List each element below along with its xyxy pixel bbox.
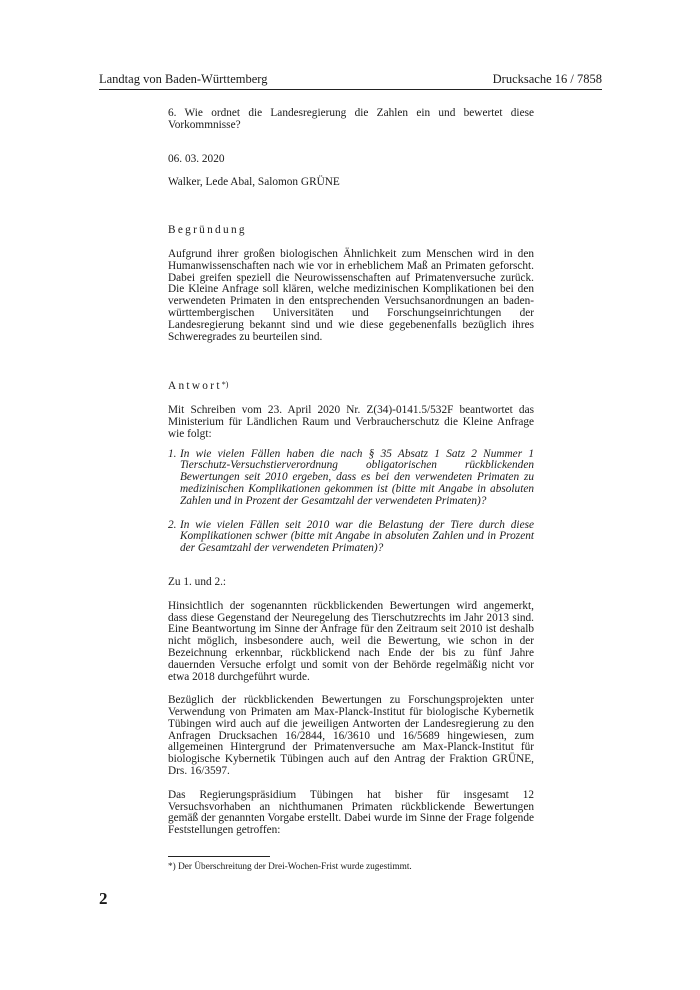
- begruendung-heading: Begründung: [168, 224, 247, 237]
- document-body: [168, 108, 534, 837]
- answer-label: Zu 1. und 2.:: [168, 575, 227, 588]
- question-text: In wie vielen Fällen seit 2010 war die Belastung der Tiere durch diese Komplikationen schwer (bitte mit Angabe in absoluten Zahlen und in Prozent der Gesamtzahl der verwendeten Primaten)?: [180, 518, 534, 555]
- running-header: [99, 72, 602, 90]
- footnote-divider: [168, 856, 270, 857]
- page-number: 2: [99, 889, 108, 908]
- antwort-intro: Mit Schreiben vom 23. April 2020 Nr. Z(34)-0141.5/532F beantwortet das Ministerium für Ländlichen Raum und Verbraucherschutz die Kleine Anfrage wie folgt:: [168, 404, 534, 440]
- question-item: [168, 520, 534, 555]
- question-6: 6. Wie ordnet die Landesregierung die Zahlen ein und bewertet diese Vorkommnisse?: [168, 107, 534, 131]
- question-text: In wie vielen Fällen haben die nach § 35 Absatz 1 Satz 2 Nummer 1 Tierschutz-Versuchstierverordnung obligatorischen rückblickenden Bewertungen seit 2010 ergeben, dass es bei den verwendeten Primaten zu medizinischen Komplikationen gekommen ist (bitte mit Angabe in absoluten Zahlen und in Prozent der Gesamtzahl der verwendeten Primaten)?: [180, 447, 534, 507]
- antwort-heading: Antwort*): [168, 380, 229, 393]
- footnote: *) Der Überschreitung der Drei-Wochen-Frist wurde zugestimmt.: [168, 862, 412, 872]
- authors: Walker, Lede Abal, Salomon GRÜNE: [168, 176, 340, 189]
- answer-paragraph: Das Regierungspräsidium Tübingen hat bisher für insgesamt 12 Versuchsvorhaben an nichthumanen Primaten rückblickende Bewertungen gemäß der genannten Vorgabe erstellt. Dabei wurde im Sinne der Frage folgende Feststellungen getroffen:: [168, 788, 534, 837]
- question-number: 2.: [168, 518, 177, 531]
- date: 06. 03. 2020: [168, 152, 225, 165]
- question-item: [168, 449, 534, 508]
- header-document-number: Drucksache 16 / 7858: [492, 72, 602, 86]
- answer-paragraph: Bezüglich der rückblickenden Bewertungen zu Forschungsprojekten unter Verwendung von Primaten am Max-Planck-Institut für biologische Kybernetik Tübingen wird auch auf die jeweiligen Antworten der Landesregierung zu den Anfragen Drucksachen 16/2844, 16/3610 und 16/5689 hingewiesen, zum allgemeinen Hintergrund der Primatenversuche am Max-Planck-Institut für biologische Kybernetik Tübingen auch auf den Antrag der Fraktion GRÜNE, Drs. 16/3597.: [168, 694, 534, 778]
- question-number: 1.: [168, 447, 177, 460]
- begruendung-text: Aufgrund ihrer großen biologischen Ähnlichkeit zum Menschen wird in den Humanwissenschaften nach wie vor in erheblichem Maß an Primaten geforscht. Dabei greifen speziell die Neurowissenschaften auf Primatenversuche zurück. Die Kleine Anfrage soll klären, welche medizinischen Komplikationen bei den verwendeten Primaten in den entsprechenden Versuchsanordnungen an baden-württembergischen Universitäten und Forschungseinrichtungen der Landesregierung bekannt sind und wie diese gegebenenfalls bezüglich ihres Schweregrades zu beurteilen sind.: [168, 247, 534, 343]
- footnote-marker: *): [221, 380, 229, 390]
- answer-paragraph: Hinsichtlich der sogenannten rückblickenden Bewertungen wird angemerkt, dass diese Gegenstand der Neuregelung des Tierschutzrechts im Jahr 2013 sind. Eine Beantwortung im Sinne der Anfrage für den Zeitraum seit 2010 ist deshalb nicht möglich, insbesondere auch, weil die Bewertung, wie schon in der Bezeichnung erkennbar, rückblickend nach Ende der bis zu fünf Jahre dauernden Versuche erfolgt und somit von der Behörde regelmäßig nicht vor etwa 2018 durchgeführt wurde.: [168, 599, 534, 683]
- header-parliament: Landtag von Baden-Württemberg: [99, 72, 268, 86]
